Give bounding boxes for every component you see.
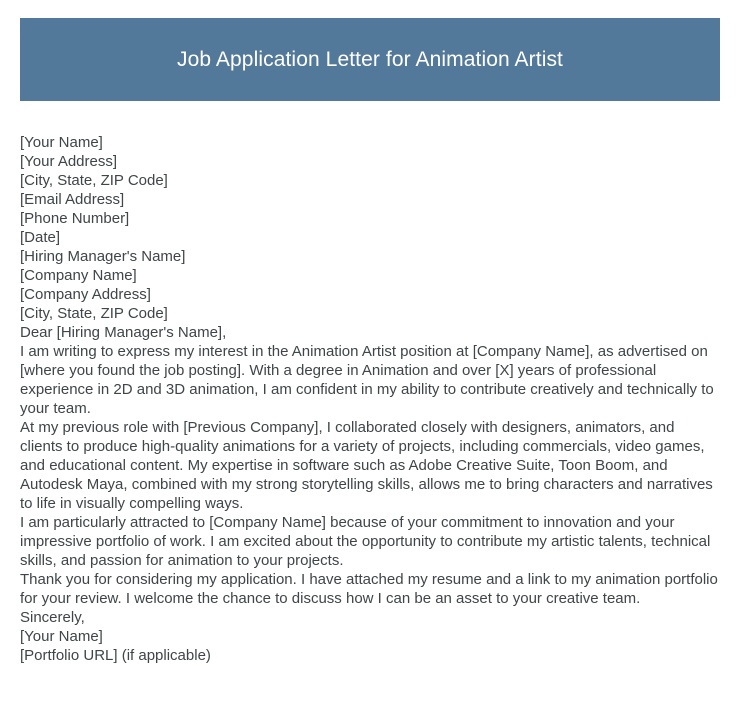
letter-line: I am writing to express my interest in the Animation Artist position at [Company Name], as advertised on [where you found the job posting]. With a degree in Animation and over [X] years of professional experience in 2D and 3D animation, I am confident in my ability to contribute creatively and technically to your team. bbox=[20, 343, 714, 417]
letter-line: Sincerely, bbox=[20, 609, 85, 626]
letter-line: [City, State, ZIP Code] bbox=[20, 172, 168, 189]
letter-body bbox=[20, 133, 720, 665]
letter-line: [Date] bbox=[20, 229, 61, 246]
letter-line: [Your Name] bbox=[20, 134, 103, 151]
letter-line: [Your Address] bbox=[20, 153, 118, 170]
letter-line: [Phone Number] bbox=[20, 210, 130, 227]
document-header-banner bbox=[20, 18, 720, 101]
letter-line: I am particularly attracted to [Company Name] because of your commitment to innovation and your impressive portfolio of work. I am excited about the opportunity to contribute my artistic talents, technical skills, and passion for animation to your projects. bbox=[20, 514, 711, 569]
page-title: Job Application Letter for Animation Artist bbox=[176, 47, 563, 71]
letter-line: [Your Name] bbox=[20, 628, 103, 645]
letter-line: [Company Address] bbox=[20, 286, 151, 303]
letter-line: [Hiring Manager's Name] bbox=[20, 248, 186, 265]
letter-line: Dear [Hiring Manager's Name], bbox=[20, 324, 227, 341]
letter-line: At my previous role with [Previous Company], I collaborated closely with designers, animators, and clients to produce high-quality animations for a variety of projects, including commercials, video games, and educational content. My expertise in software such as Adobe Creative Suite, Toon Boom, and Autodesk Maya, combined with my strong storytelling skills, allows me to bring characters and narratives to life in visually compelling ways. bbox=[20, 419, 713, 512]
letter-line: [Portfolio URL] (if applicable) bbox=[20, 647, 211, 664]
letter-line: [City, State, ZIP Code] bbox=[20, 305, 168, 322]
letter-line: [Email Address] bbox=[20, 191, 125, 208]
letter-line: Thank you for considering my application. I have attached my resume and a link to my animation portfolio for your review. I welcome the chance to discuss how I can be an asset to your creative team. bbox=[20, 571, 718, 607]
letter-line: [Company Name] bbox=[20, 267, 137, 284]
